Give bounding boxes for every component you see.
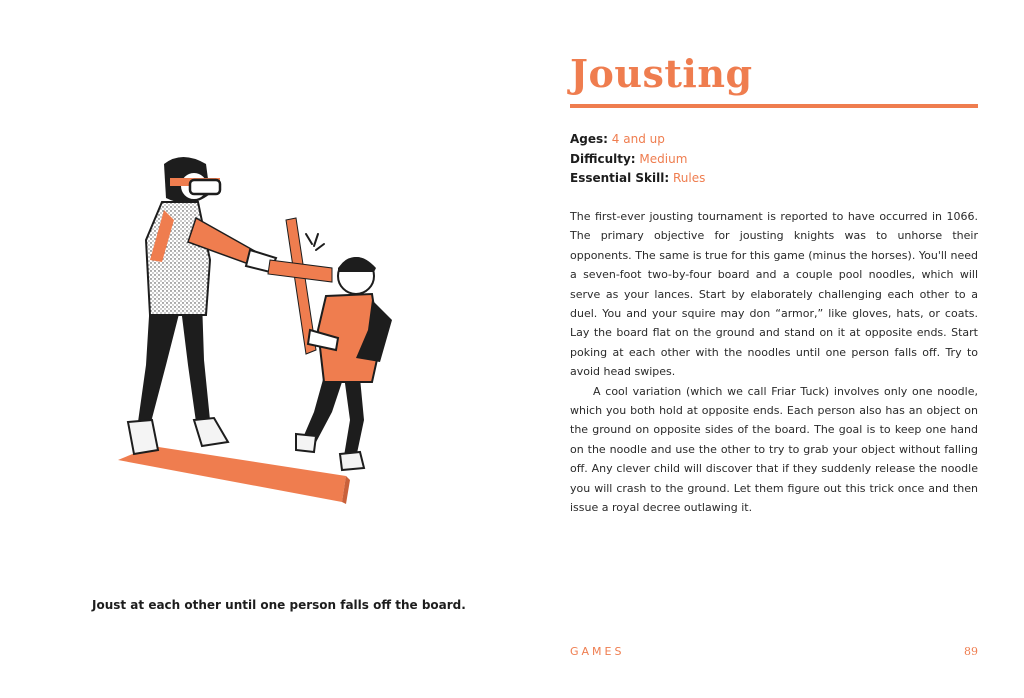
illustration-caption: Joust at each other until one person falls off the board. xyxy=(92,598,466,612)
board-shape xyxy=(118,446,350,504)
impact-lines xyxy=(306,234,324,250)
ages-value: 4 and up xyxy=(611,132,665,146)
adult-figure xyxy=(128,157,276,454)
title-text: Jousting xyxy=(570,51,753,96)
difficulty-value: Medium xyxy=(639,151,688,166)
footer-section-label: GAMES xyxy=(570,645,625,658)
game-meta xyxy=(570,130,980,189)
difficulty-label: Difficulty: xyxy=(570,151,636,166)
page-title xyxy=(570,50,980,98)
page-number: 89 xyxy=(964,645,978,658)
difficulty-row xyxy=(570,150,980,170)
ages-row xyxy=(570,130,980,150)
body-text xyxy=(570,207,978,518)
ages-label: Ages: xyxy=(570,132,608,146)
body-paragraph-2: A cool variation (which we call Friar Tuck) involves only one noodle, which you both hold at opposite ends. Each person also has an object on the ground on opposite sides of the board. The goal is to keep one hand on the noodle and use the other to try to grab your object without falling off. Any clever child will discover that if they suddenly release the noodle you will crash to the ground. Let them figure out this trick once and then issue a royal decree outlawing it. xyxy=(570,384,978,515)
title-rule xyxy=(570,104,978,108)
jousting-illustration xyxy=(110,150,400,510)
skill-label: Essential Skill: xyxy=(570,171,670,185)
skill-row xyxy=(570,169,980,189)
skill-value: Rules xyxy=(673,171,706,185)
body-paragraph-1: The first-ever jousting tournament is reported to have occurred in 1066. The primary objective for jousting knights was to unhorse their opponents. The same is true for this game (minus the horses). You'll need a seven-foot two-by-four board and a couple pool noodles, which will serve as your lances. Start by elaborately challenging each other to a duel. You and your squire may don “armor,” like gloves, hats, or coats. Lay the board flat on the ground and stand on it at opposite ends. Start poking at each other with the noodles until one person falls off. Try to avoid head swipes. xyxy=(570,210,978,379)
child-figure xyxy=(296,257,392,470)
